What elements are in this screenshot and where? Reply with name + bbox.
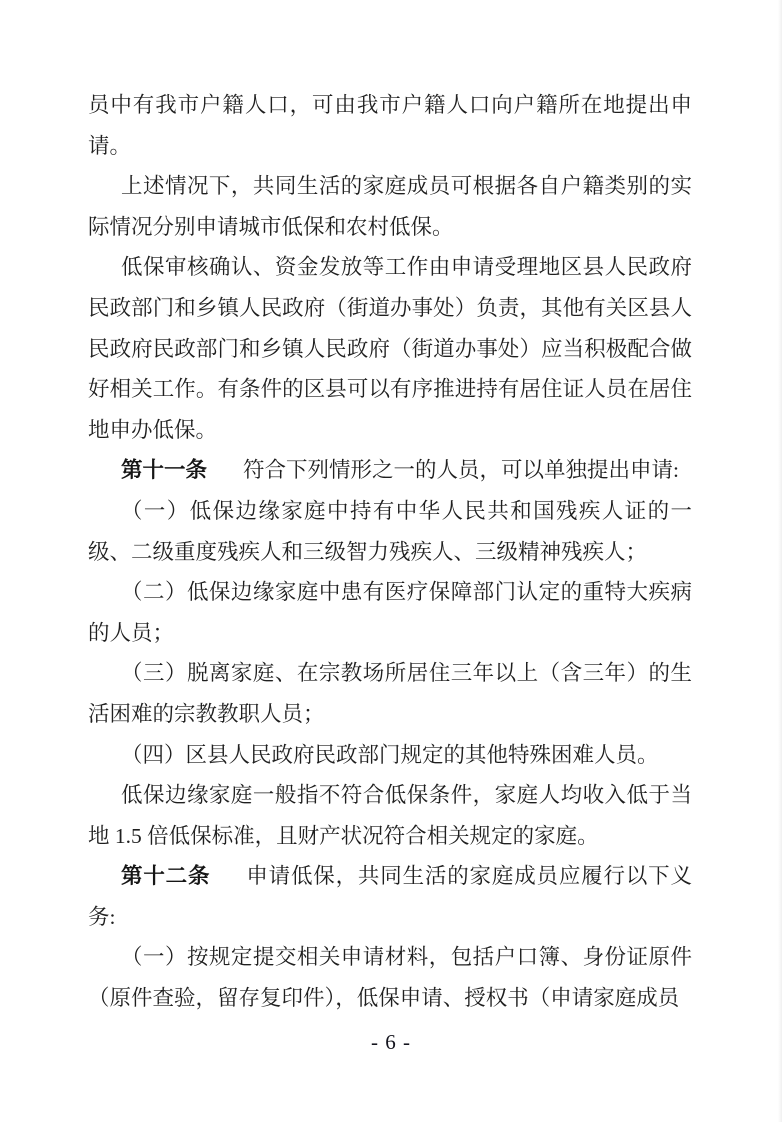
paragraph: [88, 450, 692, 491]
paragraph-text: 符合下列情形之一的人员，可以单独提出申请:: [243, 458, 679, 483]
page-footer: [0, 1030, 782, 1055]
paragraph-text: 低保审核确认、资金发放等工作由申请受理地区县人民政府民政部门和乡镇人民政府（街道办事处）负责，其他有关区县人民政府民政部门和乡镇人民政府（街道办事处）应当积极配合做好相关工作。有条件的区县可以有序推进持有居住证人员在居住地申办低保。: [88, 255, 692, 442]
paragraph-text: 上述情况下，共同生活的家庭成员可根据各自户籍类别的实际情况分别申请城市低保和农村低保。: [88, 174, 692, 239]
paragraph-text: （一）按规定提交相关申请材料，包括户口簿、身份证原件（原件查验，留存复印件），低保申请、授权书（申请家庭成员: [88, 945, 692, 1011]
paragraph: [88, 85, 692, 166]
page-edge-shadow: [778, 0, 782, 1122]
paragraph-text: 申请低保，共同生活的家庭成员应履行以下义务:: [88, 864, 692, 929]
paragraph-text: 员中有我市户籍人口，可由我市户籍人口向户籍所在地提出申请。: [88, 93, 692, 158]
paragraph-text: （二）低保边缘家庭中患有医疗保障部门认定的重特大疾病的人员；: [88, 580, 692, 645]
paragraph: [88, 775, 692, 856]
paragraph: [88, 856, 692, 937]
article-number: 第十二条: [121, 864, 211, 889]
article-number: 第十一条: [121, 458, 208, 483]
paragraph-text: （三）脱离家庭、在宗教场所居住三年以上（含三年）的生活困难的宗教教职人员；: [88, 661, 692, 726]
page-number: - 6 -: [371, 1030, 411, 1054]
paragraph: [88, 166, 692, 247]
paragraph-text: （一）低保边缘家庭中持有中华人民共和国残疾人证的一级、二级重度残疾人和三级智力残疾人、三级精神残疾人；: [88, 498, 692, 564]
document-body: [88, 85, 692, 1019]
paragraph-text: （四）区县人民政府民政部门规定的其他特殊困难人员。: [121, 742, 659, 767]
paragraph-text: 低保边缘家庭一般指不符合低保条件，家庭人均收入低于当地 1.5 倍低保标准，且财产状况符合相关规定的家庭。: [88, 783, 692, 848]
paragraph: [88, 937, 692, 1018]
paragraph: [88, 572, 692, 653]
paragraph: [88, 247, 692, 450]
paragraph: [88, 735, 692, 776]
paragraph: [88, 491, 692, 572]
paragraph: [88, 653, 692, 734]
